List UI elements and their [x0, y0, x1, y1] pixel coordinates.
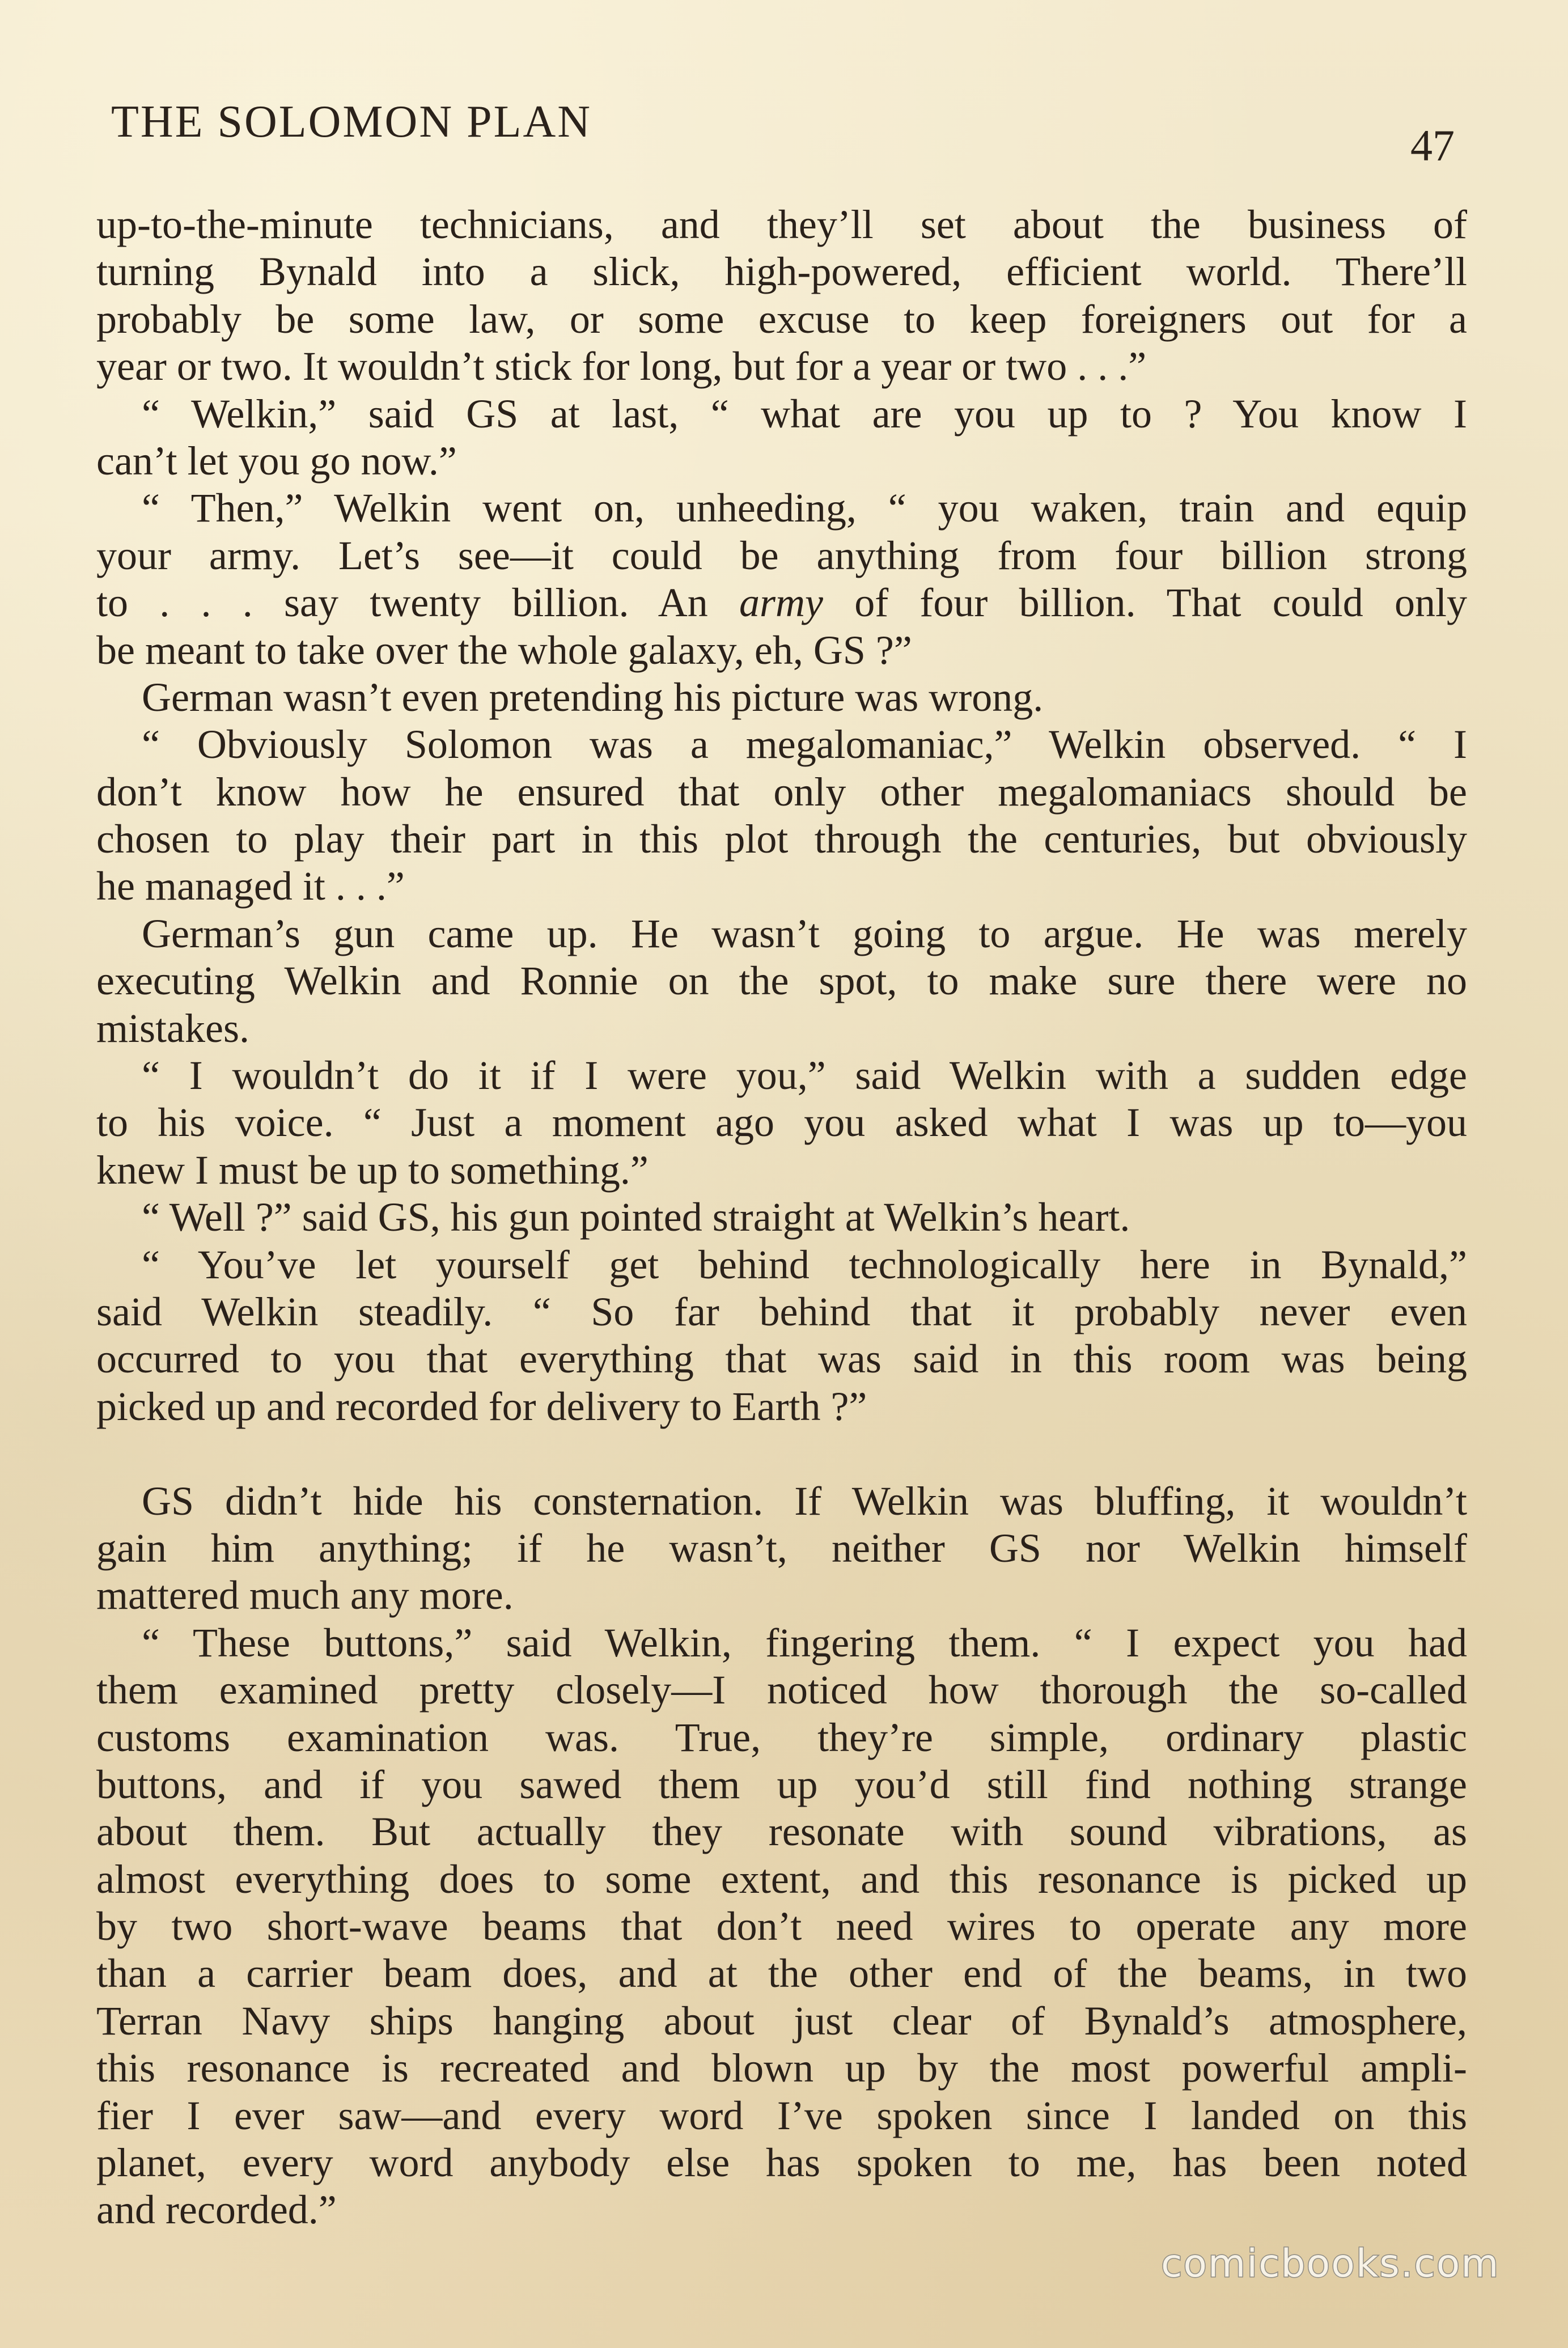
section-break	[96, 1430, 1467, 1477]
text-line: your army. Let’s see—it could be anything from four billion strong	[96, 532, 1467, 578]
text-line: “ Well ?” said GS, his gun pointed straight at Welkin’s heart.	[142, 1194, 1130, 1240]
text-line: buttons, and if you sawed them up you’d still find nothing strange	[96, 1761, 1467, 1807]
text-line: up-to-the-minute technicians, and they’ll set about the business of	[96, 202, 1467, 247]
text-line: can’t let you go now.”	[96, 438, 457, 484]
text-line: knew I must be up to something.”	[96, 1147, 649, 1193]
text-line: picked up and recorded for delivery to Earth ?”	[96, 1383, 867, 1429]
body-text	[96, 201, 1467, 2234]
site-watermark: comicbooks.com	[1161, 2241, 1500, 2286]
text-line: “ Welkin,” said GS at last, “ what are you up to ? You know I	[142, 391, 1467, 436]
text-line: by two short-wave beams that don’t need wires to operate any more	[96, 1904, 1467, 1949]
text-line: German wasn’t even pretending his picture was wrong.	[142, 674, 1044, 720]
text-line: don’t know how he ensured that only other megalomaniacs should be	[96, 769, 1467, 815]
text-line: this resonance is recreated and blown up by the most powerful ampli-	[96, 2045, 1467, 2091]
text-line: fier I ever saw—and every word I’ve spoken since I landed on this	[96, 2092, 1467, 2138]
text-line: “ These buttons,” said Welkin, fingering them. “ I expect you had	[142, 1620, 1467, 1665]
running-head-title: THE SOLOMON PLAN	[111, 97, 592, 147]
text-line: “ I wouldn’t do it if I were you,” said Welkin with a sudden edge	[142, 1053, 1467, 1099]
text-line: customs examination was. True, they’re simple, ordinary plastic	[96, 1714, 1467, 1760]
text-line: chosen to play their part in this plot through the centuries, but obviously	[96, 816, 1467, 862]
text-line: than a carrier beam does, and at the other end of the beams, in two	[96, 1951, 1467, 1997]
text-line: he managed it . . .”	[96, 863, 405, 909]
text-line: be meant to take over the whole galaxy, eh, GS ?”	[96, 627, 912, 673]
text-line: to . . . say twenty billion. An army of four billion. That could only	[96, 580, 1467, 626]
text-line: planet, every word anybody else has spoken to me, has been noted	[96, 2140, 1467, 2186]
text-line: about them. But actually they resonate with sound vibrations, as	[96, 1809, 1467, 1855]
text-line: almost everything does to some extent, and this resonance is picked up	[96, 1856, 1467, 1902]
text-line: “ Then,” Welkin went on, unheeding, “ you waken, train and equip	[142, 485, 1467, 531]
text-line: and recorded.”	[96, 2187, 337, 2233]
text-line: executing Welkin and Ronnie on the spot, to make sure there were no	[96, 958, 1467, 1004]
text-line: probably be some law, or some excuse to keep foreigners out for a	[96, 296, 1467, 342]
emphasis-army: army	[739, 580, 823, 626]
text-line: mattered much any more.	[96, 1573, 514, 1618]
page-number: 47	[1410, 121, 1455, 170]
text-line: “ You’ve let yourself get behind technologically here in Bynald,”	[142, 1241, 1467, 1287]
text-line: turning Bynald into a slick, high-powered, efficient world. There’ll	[96, 249, 1467, 295]
text-line: year or two. It wouldn’t stick for long, but for a year or two . . .”	[96, 344, 1147, 389]
text-line: Terran Navy ships hanging about just clear of Bynald’s atmosphere,	[96, 1998, 1467, 2044]
text-line: GS didn’t hide his consternation. If Welkin was bluffing, it wouldn’t	[142, 1478, 1467, 1524]
text-line: German’s gun came up. He wasn’t going to argue. He was merely	[142, 910, 1467, 956]
text-line: gain him anything; if he wasn’t, neither GS nor Welkin himself	[96, 1525, 1467, 1571]
text-line: “ Obviously Solomon was a megalomaniac,” Welkin observed. “ I	[142, 722, 1467, 768]
text-line: them examined pretty closely—I noticed how thorough the so-called	[96, 1667, 1467, 1713]
text-line: to his voice. “ Just a moment ago you asked what I was up to—you	[96, 1100, 1467, 1146]
text-line: occurred to you that everything that was said in this room was being	[96, 1336, 1467, 1382]
text-line: mistakes.	[96, 1005, 249, 1051]
text-line: said Welkin steadily. “ So far behind that it probably never even	[96, 1289, 1467, 1334]
